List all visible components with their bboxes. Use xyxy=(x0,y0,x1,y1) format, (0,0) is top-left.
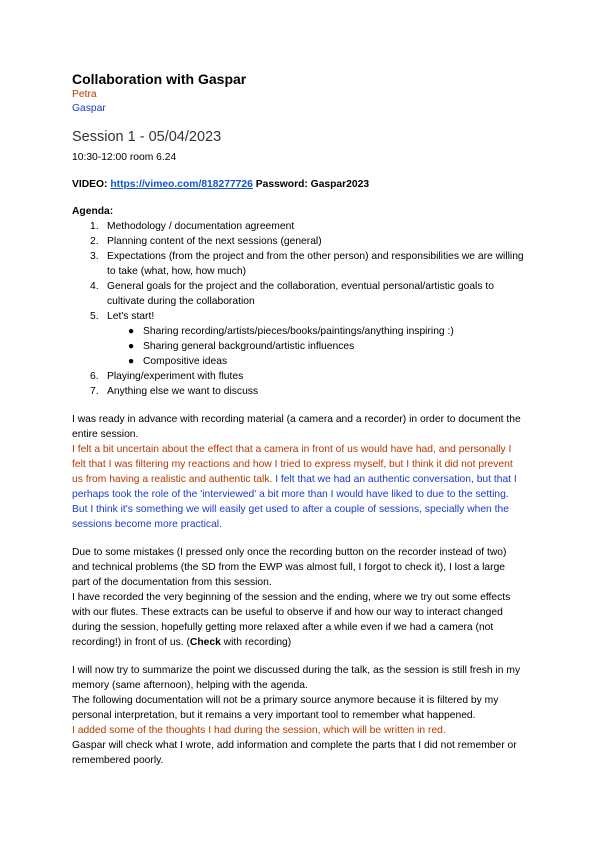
agenda-label: Agenda: xyxy=(72,206,114,217)
agenda-item: 7. Anything else we want to discuss xyxy=(90,386,259,397)
session-time-room: 10:30-12:00 room 6.24 xyxy=(72,152,177,163)
bullet-icon: ● xyxy=(128,326,135,337)
video-line xyxy=(72,177,524,192)
gaspar-note: I felt that we had an authentic conversation, but that I perhaps took the role of the 'interviewed' a bit more than I would have liked to due to the setting. But I think it's something we will easily get used to after a couple of sessions, specially when the sessions become more practical. xyxy=(72,474,517,530)
paragraph-recorded-parts: I have recorded the very beginning of the session and the ending, where we try out some effects with our flutes. These extracts can be useful to observe if and how our way to interact changed during the session, hopefully getting more relaxed after a while even if we had a camera (not recording!) in front of us. (Check with recording) xyxy=(72,592,511,648)
agenda-item: 3. Expectations (from the project and from the other person) and responsibilities we are willing to take (what, how, how much) xyxy=(90,251,524,277)
agenda-item: 1. Methodology / documentation agreement xyxy=(90,221,295,232)
agenda-subitem: ● Compositive ideas xyxy=(128,356,228,367)
paragraph-documentation-note: The following documentation will not be a primary source anymore because it is filtered by my personal interpretation, but it remains a very important tool to remember what happened. xyxy=(72,695,499,721)
paragraph-gaspar-check: Gaspar will check what I wrote, add information and complete the parts that I did not remember or remembered poorly. xyxy=(72,740,517,766)
participant-gaspar: Gaspar xyxy=(72,103,106,114)
bullet-icon: ● xyxy=(128,341,135,352)
agenda-subitem: ● Sharing recording/artists/pieces/books/paintings/anything inspiring :) xyxy=(128,326,454,337)
document-title: Collaboration with Gaspar xyxy=(72,71,247,87)
agenda-sublist xyxy=(72,324,524,369)
agenda-item: 4. General goals for the project and the collaboration, eventual personal/artistic goals to cultivate during the collaboration xyxy=(90,281,494,307)
agenda-item: 2. Planning content of the next sessions (general) xyxy=(90,236,322,247)
paragraph-summary: I will now try to summarize the point we discussed during the talk, as the session is still fresh in my memory (same afternoon), helping with the agenda. xyxy=(72,665,521,691)
video-link[interactable]: https://vimeo.com/818277726 xyxy=(110,179,253,190)
agenda-list-continued xyxy=(72,369,524,399)
agenda-item: 6. Playing/experiment with flutes xyxy=(90,371,244,382)
paragraph-recording-setup: I was ready in advance with recording material (a camera and a recorder) in order to document the entire session. I felt a bit uncertain about the effect that a camera in front of us would have had, and personally I felt that I was filtering my reactions and how I tried to express myself, but I think it did not prevent us from having a realistic and authentic talk. I felt that we had an authentic conversation, but that I perhaps took the role of the 'interviewed' a bit more than I would have liked to due to the setting. But I think it's something we will easily get used to after a couple of sessions, specially when the sessions become more practical. xyxy=(72,414,521,530)
agenda-item: 5. Let's start! xyxy=(90,311,155,322)
session-heading: Session 1 - 05/04/2023 xyxy=(72,129,222,145)
document-page xyxy=(72,70,524,768)
bullet-icon: ● xyxy=(128,356,135,367)
video-label: VIDEO: xyxy=(72,179,108,190)
petra-note: I felt a bit uncertain about the effect that a camera in front of us would have had, and personally I felt that I was filtering my reactions and how I tried to express myself, but I think it did not prevent us from having a realistic and authentic talk. xyxy=(72,444,513,485)
agenda-list xyxy=(72,219,524,324)
participant-petra: Petra xyxy=(72,89,97,100)
paragraph-mistakes: Due to some mistakes (I pressed only once the recording button on the recorder instead of two) and technical problems (the SD from the EWP was almost full, I forgot to check it), I lost a large part of the documentation from this session. xyxy=(72,547,507,588)
agenda-subitem: ● Sharing general background/artistic influences xyxy=(128,341,355,352)
paragraph-red-note: I added some of the thoughts I had during the session, which will be written in red. xyxy=(72,725,446,736)
video-password: Password: Gaspar2023 xyxy=(255,179,370,190)
